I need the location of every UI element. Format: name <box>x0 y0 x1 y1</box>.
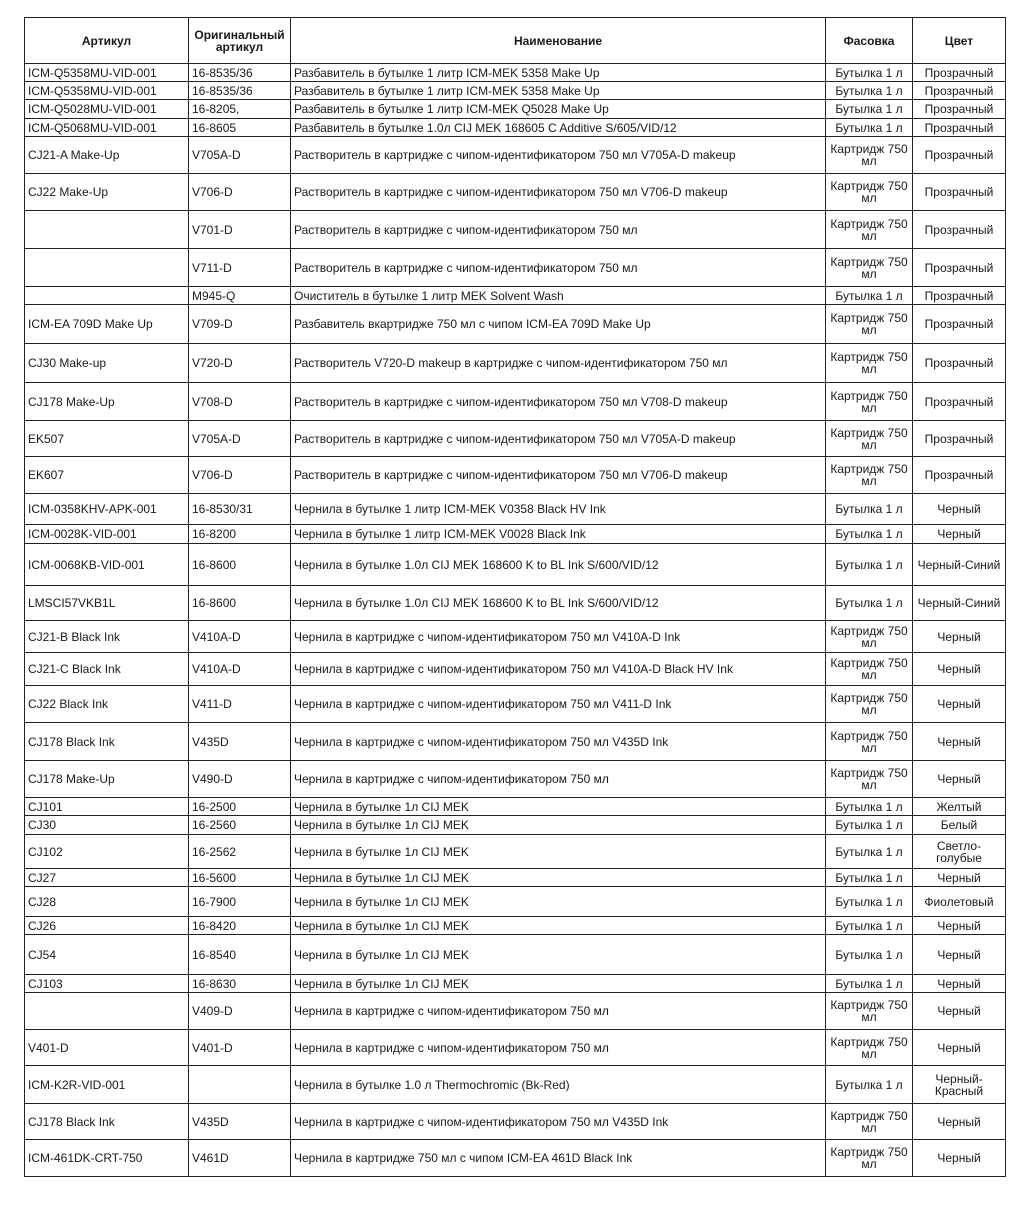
cell-color: Прозрачный <box>913 137 1006 174</box>
table-row <box>25 457 1006 494</box>
cell-article: ICM-Q5028MU-VID-001 <box>25 100 189 119</box>
header-article: Артикул <box>25 18 189 64</box>
cell-name: Растворитель в картридже с чипом-идентификатором 750 мл <box>291 249 826 287</box>
table-row <box>25 686 1006 723</box>
cell-article: ICM-461DK-CRT-750 <box>25 1140 189 1177</box>
table-row <box>25 975 1006 993</box>
cell-packaging: Картридж 750 мл <box>826 137 913 174</box>
header-packaging: Фасовка <box>826 18 913 64</box>
cell-article: ICM-Q5358MU-VID-001 <box>25 64 189 82</box>
cell-color: Черный <box>913 494 1006 525</box>
cell-article: EK507 <box>25 421 189 457</box>
cell-packaging: Картридж 750 мл <box>826 383 913 421</box>
cell-article: CJ27 <box>25 869 189 887</box>
cell-original-article: 16-8205, <box>189 100 291 119</box>
cell-article: EK607 <box>25 457 189 494</box>
cell-color: Черный <box>913 621 1006 653</box>
cell-article: V401-D <box>25 1030 189 1066</box>
cell-original-article: V720-D <box>189 344 291 383</box>
cell-article: ICM-Q5358MU-VID-001 <box>25 82 189 100</box>
table-row <box>25 383 1006 421</box>
table-row <box>25 1066 1006 1104</box>
cell-color: Прозрачный <box>913 64 1006 82</box>
table-row <box>25 835 1006 869</box>
cell-article: LMSCI57VKB1L <box>25 586 189 621</box>
cell-name: Чернила в бутылке 1л CIJ MEK <box>291 887 826 917</box>
cell-article: CJ178 Black Ink <box>25 1104 189 1140</box>
cell-packaging: Бутылка 1 л <box>826 494 913 525</box>
cell-original-article: V706-D <box>189 457 291 494</box>
cell-article: ICM-0358KHV-APK-001 <box>25 494 189 525</box>
cell-article <box>25 211 189 249</box>
cell-color: Черный <box>913 653 1006 686</box>
header-row <box>25 18 1006 64</box>
cell-name: Разбавитель в бутылке 1.0л CIJ MEK 168605 C Additive S/605/VID/12 <box>291 119 826 137</box>
cell-original-article: V709-D <box>189 305 291 344</box>
cell-original-article: V490-D <box>189 761 291 798</box>
cell-article: ICM-0028K-VID-001 <box>25 525 189 544</box>
cell-name: Чернила в картридже с чипом-идентификатором 750 мл <box>291 993 826 1030</box>
cell-packaging: Картридж 750 мл <box>826 421 913 457</box>
cell-article: CJ54 <box>25 935 189 975</box>
cell-packaging: Бутылка 1 л <box>826 869 913 887</box>
cell-article: CJ21-A Make-Up <box>25 137 189 174</box>
cell-packaging: Бутылка 1 л <box>826 798 913 816</box>
cell-color: Прозрачный <box>913 174 1006 211</box>
cell-name: Чернила в бутылке 1 литр ICM-MEK V0028 Black Ink <box>291 525 826 544</box>
cell-packaging: Бутылка 1 л <box>826 100 913 119</box>
cell-packaging: Картридж 750 мл <box>826 1104 913 1140</box>
cell-name: Растворитель V720-D makeup в картридже с чипом-идентификатором 750 мл <box>291 344 826 383</box>
cell-article: CJ26 <box>25 917 189 935</box>
cell-packaging: Картридж 750 мл <box>826 653 913 686</box>
cell-article: CJ102 <box>25 835 189 869</box>
table-row <box>25 119 1006 137</box>
table-row <box>25 525 1006 544</box>
table-row <box>25 1140 1006 1177</box>
cell-name: Чернила в бутылке 1л CIJ MEK <box>291 816 826 835</box>
cell-original-article: V711-D <box>189 249 291 287</box>
cell-packaging: Картридж 750 мл <box>826 723 913 761</box>
cell-article: ICM-Q5068MU-VID-001 <box>25 119 189 137</box>
cell-color: Желтый <box>913 798 1006 816</box>
cell-original-article: V705A-D <box>189 137 291 174</box>
cell-article <box>25 287 189 305</box>
table-row <box>25 421 1006 457</box>
cell-original-article: 16-5600 <box>189 869 291 887</box>
cell-color: Черный <box>913 525 1006 544</box>
table-row <box>25 82 1006 100</box>
cell-packaging: Картридж 750 мл <box>826 993 913 1030</box>
cell-original-article: 16-2562 <box>189 835 291 869</box>
cell-packaging: Картридж 750 мл <box>826 1030 913 1066</box>
cell-packaging: Бутылка 1 л <box>826 119 913 137</box>
table-row <box>25 249 1006 287</box>
header-color: Цвет <box>913 18 1006 64</box>
cell-packaging: Картридж 750 мл <box>826 305 913 344</box>
cell-color: Черный <box>913 1140 1006 1177</box>
cell-article: CJ30 <box>25 816 189 835</box>
cell-name: Чернила в бутылке 1л CIJ MEK <box>291 798 826 816</box>
cell-name: Чернила в бутылке 1л CIJ MEK <box>291 935 826 975</box>
cell-original-article: V461D <box>189 1140 291 1177</box>
cell-original-article: V706-D <box>189 174 291 211</box>
cell-name: Чернила в картридже с чипом-идентификатором 750 мл V411-D Ink <box>291 686 826 723</box>
cell-original-article: V401-D <box>189 1030 291 1066</box>
cell-packaging: Картридж 750 мл <box>826 621 913 653</box>
table-row <box>25 586 1006 621</box>
cell-packaging: Картридж 750 мл <box>826 174 913 211</box>
products-table <box>24 17 1006 1177</box>
cell-packaging: Бутылка 1 л <box>826 525 913 544</box>
cell-article: CJ22 Black Ink <box>25 686 189 723</box>
table-row <box>25 137 1006 174</box>
table-row <box>25 64 1006 82</box>
table-row <box>25 798 1006 816</box>
cell-article: CJ30 Make-up <box>25 344 189 383</box>
table-row <box>25 1030 1006 1066</box>
cell-color: Черный <box>913 1104 1006 1140</box>
cell-name: Разбавитель вкартридже 750 мл с чипом ICM-EA 709D Make Up <box>291 305 826 344</box>
cell-original-article: V435D <box>189 1104 291 1140</box>
cell-article: CJ178 Make-Up <box>25 761 189 798</box>
cell-name: Чернила в картридже с чипом-идентификатором 750 мл V410A-D Black HV Ink <box>291 653 826 686</box>
cell-packaging: Картридж 750 мл <box>826 344 913 383</box>
cell-color: Фиолетовый <box>913 887 1006 917</box>
cell-color: Черный-Синий <box>913 544 1006 586</box>
cell-original-article <box>189 1066 291 1104</box>
table-row <box>25 816 1006 835</box>
header-original-article: Оригинальный артикул <box>189 18 291 64</box>
cell-article: CJ178 Make-Up <box>25 383 189 421</box>
cell-name: Разбавитель в бутылке 1 литр ICM-MEK Q5028 Make Up <box>291 100 826 119</box>
cell-color: Прозрачный <box>913 249 1006 287</box>
cell-color: Прозрачный <box>913 287 1006 305</box>
cell-original-article: V701-D <box>189 211 291 249</box>
table-row <box>25 917 1006 935</box>
table-row <box>25 869 1006 887</box>
cell-name: Чернила в бутылке 1л CIJ MEK <box>291 917 826 935</box>
cell-packaging: Картридж 750 мл <box>826 686 913 723</box>
cell-original-article: 16-8535/36 <box>189 64 291 82</box>
cell-name: Разбавитель в бутылке 1 литр ICM-MEK 5358 Make Up <box>291 64 826 82</box>
cell-article: CJ103 <box>25 975 189 993</box>
cell-original-article: 16-8600 <box>189 586 291 621</box>
table-row <box>25 174 1006 211</box>
cell-original-article: V705A-D <box>189 421 291 457</box>
cell-packaging: Бутылка 1 л <box>826 287 913 305</box>
cell-original-article: 16-8535/36 <box>189 82 291 100</box>
cell-color: Черный <box>913 761 1006 798</box>
cell-original-article: V410A-D <box>189 653 291 686</box>
cell-color: Черный <box>913 686 1006 723</box>
table-row <box>25 1104 1006 1140</box>
cell-name: Чернила в бутылке 1л CIJ MEK <box>291 869 826 887</box>
cell-color: Черный <box>913 869 1006 887</box>
cell-color: Черный <box>913 917 1006 935</box>
cell-name: Растворитель в картридже с чипом-идентификатором 750 мл V706-D makeup <box>291 457 826 494</box>
cell-article <box>25 993 189 1030</box>
cell-color: Прозрачный <box>913 344 1006 383</box>
table-row <box>25 761 1006 798</box>
cell-packaging: Картридж 750 мл <box>826 249 913 287</box>
cell-name: Чернила в бутылке 1л CIJ MEK <box>291 835 826 869</box>
cell-color: Черный <box>913 723 1006 761</box>
cell-packaging: Бутылка 1 л <box>826 887 913 917</box>
cell-original-article: 16-8630 <box>189 975 291 993</box>
cell-packaging: Бутылка 1 л <box>826 835 913 869</box>
cell-name: Разбавитель в бутылке 1 литр ICM-MEK 5358 Make Up <box>291 82 826 100</box>
table-row <box>25 344 1006 383</box>
cell-name: Чернила в картридже 750 мл с чипом ICM-EA 461D Black Ink <box>291 1140 826 1177</box>
cell-name: Чернила в картридже с чипом-идентификатором 750 мл <box>291 1030 826 1066</box>
cell-article: ICM-0068KB-VID-001 <box>25 544 189 586</box>
table-row <box>25 887 1006 917</box>
cell-color: Черный-Красный <box>913 1066 1006 1104</box>
cell-name: Чернила в бутылке 1.0л CIJ MEK 168600 K to BL Ink S/600/VID/12 <box>291 586 826 621</box>
cell-packaging: Бутылка 1 л <box>826 975 913 993</box>
cell-original-article: 16-8540 <box>189 935 291 975</box>
cell-name: Чернила в бутылке 1.0л CIJ MEK 168600 K to BL Ink S/600/VID/12 <box>291 544 826 586</box>
cell-original-article: V435D <box>189 723 291 761</box>
cell-packaging: Бутылка 1 л <box>826 1066 913 1104</box>
cell-name: Чернила в бутылке 1 литр ICM-MEK V0358 Black HV Ink <box>291 494 826 525</box>
cell-color: Прозрачный <box>913 421 1006 457</box>
cell-color: Светло-голубые <box>913 835 1006 869</box>
table-row <box>25 723 1006 761</box>
cell-packaging: Бутылка 1 л <box>826 64 913 82</box>
cell-color: Прозрачный <box>913 305 1006 344</box>
cell-article: CJ28 <box>25 887 189 917</box>
cell-name: Растворитель в картридже с чипом-идентификатором 750 мл V705A-D makeup <box>291 421 826 457</box>
cell-name: Чернила в картридже с чипом-идентификатором 750 мл V410A-D Ink <box>291 621 826 653</box>
cell-color: Прозрачный <box>913 211 1006 249</box>
cell-color: Черный <box>913 993 1006 1030</box>
cell-name: Растворитель в картридже с чипом-идентификатором 750 мл <box>291 211 826 249</box>
cell-packaging: Бутылка 1 л <box>826 544 913 586</box>
cell-article: CJ101 <box>25 798 189 816</box>
cell-name: Растворитель в картридже с чипом-идентификатором 750 мл V706-D makeup <box>291 174 826 211</box>
cell-color: Прозрачный <box>913 82 1006 100</box>
table-row <box>25 621 1006 653</box>
cell-original-article: 16-8530/31 <box>189 494 291 525</box>
table-row <box>25 544 1006 586</box>
cell-name: Чернила в бутылке 1.0 л Thermochromic (Bk-Red) <box>291 1066 826 1104</box>
cell-original-article: V708-D <box>189 383 291 421</box>
cell-name: Чернила в картридже с чипом-идентификатором 750 мл <box>291 761 826 798</box>
cell-article: ICM-EA 709D Make Up <box>25 305 189 344</box>
table-row <box>25 287 1006 305</box>
cell-packaging: Бутылка 1 л <box>826 917 913 935</box>
cell-color: Прозрачный <box>913 383 1006 421</box>
cell-article: CJ21-C Black Ink <box>25 653 189 686</box>
cell-packaging: Картридж 750 мл <box>826 211 913 249</box>
cell-color: Прозрачный <box>913 100 1006 119</box>
cell-packaging: Бутылка 1 л <box>826 82 913 100</box>
cell-packaging: Картридж 750 мл <box>826 457 913 494</box>
cell-original-article: V410A-D <box>189 621 291 653</box>
cell-packaging: Картридж 750 мл <box>826 761 913 798</box>
cell-original-article: 16-2500 <box>189 798 291 816</box>
cell-color: Черный <box>913 935 1006 975</box>
table-row <box>25 653 1006 686</box>
cell-packaging: Бутылка 1 л <box>826 816 913 835</box>
cell-original-article: 16-7900 <box>189 887 291 917</box>
table-row <box>25 993 1006 1030</box>
cell-article: ICM-K2R-VID-001 <box>25 1066 189 1104</box>
cell-original-article: 16-8420 <box>189 917 291 935</box>
cell-original-article: M945-Q <box>189 287 291 305</box>
cell-color: Прозрачный <box>913 457 1006 494</box>
table-body <box>25 64 1006 1177</box>
cell-original-article: 16-8200 <box>189 525 291 544</box>
cell-color: Прозрачный <box>913 119 1006 137</box>
cell-name: Очиститель в бутылке 1 литр MEK Solvent Wash <box>291 287 826 305</box>
cell-name: Чернила в картридже с чипом-идентификатором 750 мл V435D Ink <box>291 1104 826 1140</box>
cell-article: CJ22 Make-Up <box>25 174 189 211</box>
cell-name: Чернила в картридже с чипом-идентификатором 750 мл V435D Ink <box>291 723 826 761</box>
table-row <box>25 494 1006 525</box>
cell-article: CJ178 Black Ink <box>25 723 189 761</box>
cell-original-article: 16-8605 <box>189 119 291 137</box>
cell-packaging: Бутылка 1 л <box>826 935 913 975</box>
cell-name: Растворитель в картридже с чипом-идентификатором 750 мл V705A-D makeup <box>291 137 826 174</box>
cell-article: CJ21-B Black Ink <box>25 621 189 653</box>
table-row <box>25 211 1006 249</box>
cell-color: Черный <box>913 975 1006 993</box>
cell-packaging: Бутылка 1 л <box>826 586 913 621</box>
cell-color: Белый <box>913 816 1006 835</box>
cell-name: Чернила в бутылке 1л CIJ MEK <box>291 975 826 993</box>
cell-original-article: V411-D <box>189 686 291 723</box>
cell-original-article: V409-D <box>189 993 291 1030</box>
cell-packaging: Картридж 750 мл <box>826 1140 913 1177</box>
table-row <box>25 305 1006 344</box>
cell-color: Черный <box>913 1030 1006 1066</box>
cell-name: Растворитель в картридже с чипом-идентификатором 750 мл V708-D makeup <box>291 383 826 421</box>
header-name: Наименование <box>291 18 826 64</box>
cell-original-article: 16-8600 <box>189 544 291 586</box>
table-row <box>25 100 1006 119</box>
cell-original-article: 16-2560 <box>189 816 291 835</box>
cell-article <box>25 249 189 287</box>
cell-color: Черный-Синий <box>913 586 1006 621</box>
table-row <box>25 935 1006 975</box>
